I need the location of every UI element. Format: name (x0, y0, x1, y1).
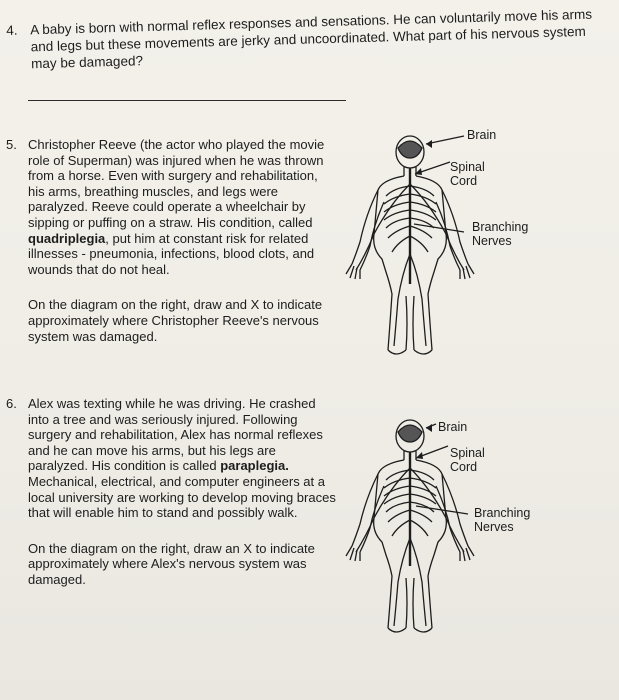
question-6-number: 6. (6, 396, 17, 411)
spinal-label-1b: Cord (450, 174, 478, 188)
spinal-label-1a: Spinal (450, 160, 485, 174)
question-4 (6, 5, 615, 73)
body-outline-icon (330, 410, 560, 640)
question-5-number: 5. (6, 137, 17, 152)
nervous-system-diagram-2[interactable] (330, 410, 560, 640)
nerves-label-2a: Branching (474, 506, 531, 520)
paraplegia-term: paraplegia. (220, 458, 289, 474)
nerves-label-1b: Nerves (472, 234, 512, 248)
question-5-text (28, 137, 336, 277)
question-5-instruction: On the diagram on the right, draw and X to indicate approximately where Christopher Reeve's nervous system was damaged. (28, 297, 323, 344)
brain-label-1: Brain (467, 128, 497, 142)
question-4-text: A baby is born with normal reflex responses and sensations. He can voluntarily move his arms and legs but these movements are jerky and uncoordinated. What part of his nervous system may be damaged? (30, 6, 593, 72)
question-5 (6, 137, 336, 358)
brain-label-2: Brain (438, 420, 468, 434)
question-5-text-after: , put him at constant risk for related illnesses - pneumonia, infections, blood clots, and wounds that do not heal. (28, 230, 315, 277)
spinal-label-2b: Cord (450, 460, 478, 474)
question-6-text-after: Mechanical, electrical, and computer engineers at a local university are working to develop moving braces that will enable him to stand and possibly walk. (28, 473, 336, 521)
question-5-text-before: Christopher Reeve (the actor who played the movie role of Superman) was injured when he was thrown from a horse. Even with surgery and rehabilitation, his arms, breathing muscles, and legs were paralyzed. Reeve could operate a wheelchair by sipping or puffing on a straw. His condition, called (28, 137, 325, 230)
nervous-system-diagram-1[interactable] (330, 124, 560, 364)
question-4-number: 4. (6, 22, 18, 38)
quadriplegia-term: quadriplegia (28, 230, 106, 246)
body-outline-icon (330, 124, 560, 364)
question-6-instruction: On the diagram on the right, draw an X to indicate approximately where Alex's nervous system was damaged. (28, 540, 315, 587)
question-6 (6, 396, 336, 602)
question-6-text-before: Alex was texting while he was driving. He crashed into a tree and was seriously injured. Following surgery and rehabilitation, Alex has normal reflexes and he can move his arms, but his legs are paralyzed. His condition is called (28, 396, 323, 474)
question-6-text (28, 396, 336, 521)
question-4-answer-line[interactable] (28, 100, 346, 101)
nerves-label-1a: Branching (472, 220, 529, 234)
spinal-label-2a: Spinal (450, 446, 485, 460)
nerves-label-2b: Nerves (474, 520, 514, 534)
